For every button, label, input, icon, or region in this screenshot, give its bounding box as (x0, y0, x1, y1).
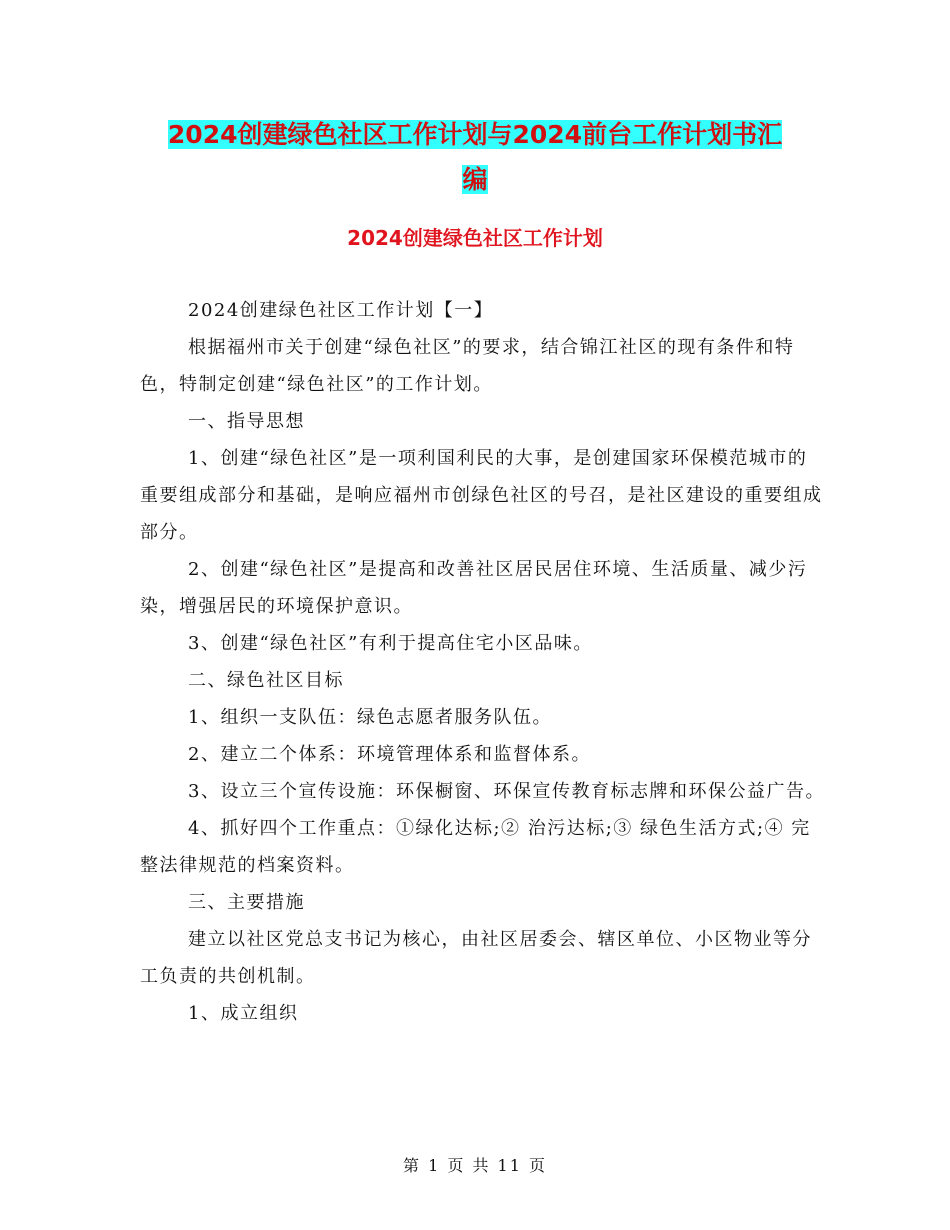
heading-goals: 二、绿色社区目标 (188, 670, 344, 691)
paragraph: 4、抓好四个工作重点：①绿化达标;② 治污达标;③ 绿色生活方式;④ 完整法律规范的档案资料。 (140, 818, 811, 876)
paragraph: 2、创建“绿色社区”是提高和改善社区居民居住环境、生活质量、减少污染，增强居民的环境保护意识。 (140, 559, 808, 617)
heading-guiding-ideology: 一、指导思想 (188, 411, 305, 432)
section-title: 2024创建绿色社区工作计划 (347, 226, 603, 250)
document-title-line-1: 2024创建绿色社区工作计划与2024前台工作计划书汇 (167, 120, 783, 149)
paragraph: 3、创建“绿色社区”有利于提高住宅小区品味。 (188, 633, 593, 654)
document-body (140, 292, 825, 1032)
paragraph: 3、设立三个宣传设施：环保橱窗、环保宣传教育标志牌和环保公益广告。 (188, 781, 825, 802)
paragraph: 1、组织一支队伍：绿色志愿者服务队伍。 (188, 707, 552, 728)
paragraph: 1、创建“绿色社区”是一项利国利民的大事，是创建国家环保模范城市的重要组成部分和基础，是响应福州市创绿色社区的号召，是社区建设的重要组成部分。 (140, 448, 823, 543)
page-footer: 第 1 页 共 11 页 (403, 1156, 547, 1175)
paragraph: 根据福州市关于创建“绿色社区”的要求，结合锦江社区的现有条件和特色，特制定创建“绿色社区”的工作计划。 (140, 337, 795, 395)
paragraph: 建立以社区党总支书记为核心，由社区居委会、辖区单位、小区物业等分工负责的共创机制。 (140, 929, 812, 987)
heading-measures: 三、主要措施 (188, 892, 305, 913)
document-title (0, 112, 950, 202)
paragraph: 2、建立二个体系：环境管理体系和监督体系。 (188, 744, 591, 765)
paragraph: 1、成立组织 (188, 1003, 299, 1024)
document-title-line-2: 编 (462, 165, 488, 194)
paragraph: 2024创建绿色社区工作计划【一】 (188, 300, 494, 321)
